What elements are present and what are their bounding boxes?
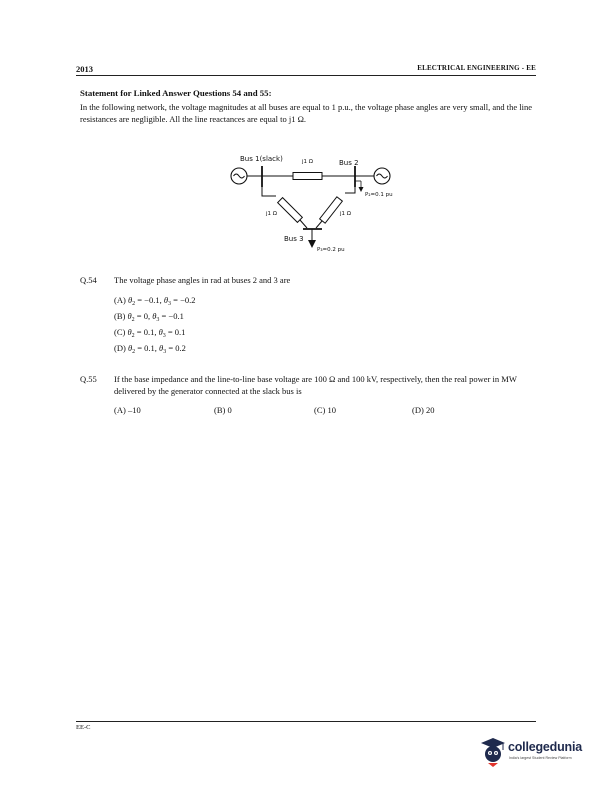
p2-label: P₂=0.1 pu (365, 192, 393, 198)
header-subject: ELECTRICAL ENGINEERING - EE (417, 64, 536, 72)
q55-option-a[interactable]: (A) –10 (114, 405, 141, 415)
q54-option-a[interactable]: (A) $\theta_2 = -0.1$, $\theta_3 = -0.2$ (114, 295, 196, 307)
p3-arrow-icon (308, 240, 316, 248)
q55-option-d[interactable]: (D) 20 (412, 405, 435, 415)
q55-option-b[interactable]: (B) 0 (214, 405, 232, 415)
header-year: 2013 (76, 64, 93, 74)
generator-2-icon (374, 168, 390, 184)
statement-body: In the following network, the voltage magnitudes at all buses are equal to 1 p.u., the voltage phase angles are very small, and the line resistances are negligible. All the line reactances are equal to j1 Ω. (80, 102, 533, 124)
bus-2-label: Bus 2 (339, 159, 359, 167)
question-54-text: The voltage phase angles in rad at buses 2 and 3 are (114, 275, 291, 285)
statement-title: Statement for Linked Answer Questions 54 and 55: (80, 88, 272, 98)
logo-tagline: India's largest Student Review Platform (509, 756, 572, 760)
bus-1-label: Bus 1(slack) (240, 155, 283, 163)
line-1-3-label: j1 Ω (266, 211, 277, 217)
line-1-2-reactance (293, 173, 322, 180)
q54-option-c[interactable]: (C) $\theta_2 = 0.1$, $\theta_3 = 0.1$ (114, 327, 186, 339)
line-1-3-reactance (278, 198, 303, 223)
q54-option-b[interactable]: (B) $\theta_2 = 0$, $\theta_3 = -0.1$ (114, 311, 184, 323)
logo-name: collegedunia (508, 740, 583, 754)
q54-option-d[interactable]: (D) $\theta_2 = 0.1$, $\theta_3 = 0.2$ (114, 343, 186, 355)
footer-code: EE-C (76, 724, 91, 731)
collegedunia-logo[interactable] (478, 734, 598, 774)
graduate-mascot-icon (478, 734, 508, 770)
p2-arrow-icon (359, 187, 364, 192)
p3-label: P₃=0.2 pu (317, 247, 345, 253)
line-2-3-reactance (320, 197, 343, 223)
question-55-text: If the base impedance and the line-to-line base voltage are 100 Ω and 100 kV, respectively, then the real power in MW delivered by the generator connected at the slack bus is (114, 374, 517, 396)
question-55-number: Q.55 (80, 374, 97, 384)
q55-option-c[interactable]: (C) 10 (314, 405, 336, 415)
line-1-2-label: j1 Ω (302, 159, 313, 165)
footer-rule (76, 721, 536, 722)
bus-3-label: Bus 3 (284, 235, 304, 243)
generator-1-icon (231, 168, 247, 184)
line-2-3-label: j1 Ω (340, 211, 351, 217)
question-54-number: Q.54 (80, 275, 97, 285)
